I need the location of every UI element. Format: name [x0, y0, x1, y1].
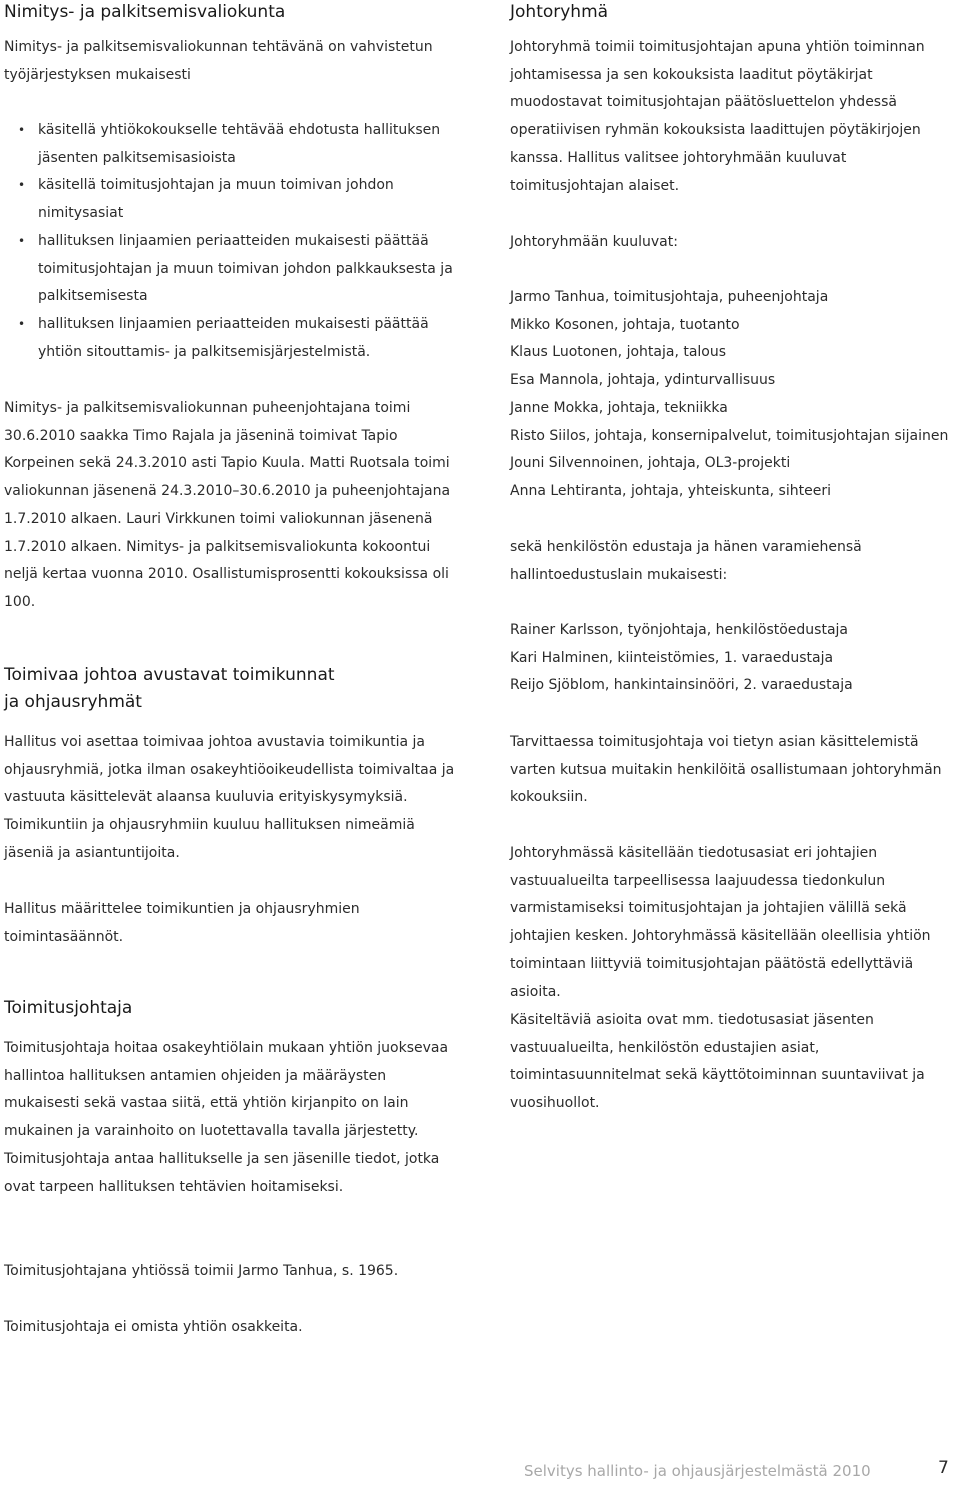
list-item: Rainer Karlsson, työnjohtaja, henkilöstöedustaja	[510, 622, 849, 638]
committees-paragraph: Hallitus voi asettaa toimivaa johtoa avustavia toimikuntia ja ohjausryhmiä, jotka ilman osakeyhtiöoikeudellista toimivaltaa ja vastuuta käsittelevät alaansa kuuluvia erityiskysymyksiä. Toimikuntiin ja ohjausryhmiin kuuluu hallituksen nimeämiä jäseniä ja asiantuntijoita.	[4, 734, 455, 861]
list-item: Mikko Kosonen, johtaja, tuotanto	[510, 316, 740, 333]
list-item: Risto Siilos, johtaja, konsernipalvelut, toimitusjohtajan sijainen	[510, 427, 949, 444]
ceo-shares-paragraph: Toimitusjohtaja ei omista yhtiön osakkeita.	[4, 1319, 303, 1335]
management-intro-paragraph: Johtoryhmä toimii toimitusjohtajan apuna yhtiön toiminnan johtamisessa ja sen kokouksista laaditut pöytäkirjat muodostavat toimitusjohtajan päätösluettelon yhdessä operatiivisen ryhmän kokouksista laadittujen pöytäkirjojen kanssa. Hallitus valitsee johtoryhmään kuuluvat toimitusjohtajan alaiset.	[510, 39, 925, 194]
staff-label: sekä henkilöstön edustaja ja hänen varamiehensä hallintoedustuslain mukaisesti:	[510, 539, 862, 583]
ceo-paragraph: Toimitusjohtaja hoitaa osakeyhtiölain mukaan yhtiön juoksevaa hallintoa hallituksen antamien ohjeiden ja määräysten mukaisesti sekä vastaa siitä, että yhtiön kirjanpito on lain mukainen ja varainhoito on luotettavalla tavalla järjestetty. Toimitusjohtaja antaa hallitukselle ja sen jäsenille tiedot, jotka ovat tarpeen hallituksen tehtävien hoitamiseksi.	[4, 1040, 449, 1195]
list-item: Janne Mokka, johtaja, tekniikka	[510, 399, 728, 416]
list-item: Klaus Luotonen, johtaja, talous	[510, 344, 727, 361]
list-item: • käsitellä toimitusjohtajan ja muun toimivan johdon nimitysasiat	[4, 172, 456, 227]
footer-title: Selvitys hallinto- ja ohjausjärjestelmästä 2010	[524, 1462, 871, 1480]
list-item: Kari Halminen, kiinteistömies, 1. varaedustaja	[510, 649, 834, 666]
members-list	[510, 284, 958, 506]
list-item: • käsitellä yhtiökokoukselle tehtävää ehdotusta hallituksen jäsenten palkitsemisasioista	[4, 117, 456, 172]
list-item: Jouni Silvennoinen, johtaja, OL3-projekti	[510, 455, 791, 472]
info-paragraph: Johtoryhmässä käsitellään tiedotusasiat eri johtajien vastuualueilta tarpeellisessa laajuudessa tiedonkulun varmistamiseksi toimitusjohtajan ja johtajien välillä sekä johtajien kesken. Johtoryhmässä käsitellään oleellisia yhtiön toimintaan liittyviä toimitusjohtajan päätöstä edellyttäviä asioita.	[510, 845, 931, 1000]
topics-paragraph: Käsiteltäviä asioita ovat mm. tiedotusasiat jäsenten vastuualueilta, henkilöstön edustajien asiat, toimintasuunnitelmat sekä käyttötoiminnan suuntaviivat ja vuosihuollot.	[510, 1012, 925, 1112]
heading-ceo: Toimitusjohtaja	[4, 998, 133, 1018]
heading-committees-line2: ja ohjausryhmät	[4, 692, 142, 712]
nomination-intro: Nimitys- ja palkitsemisvaliokunnan tehtävänä on vahvistetun työjärjestyksen mukaisesti	[4, 39, 433, 83]
heading-nomination-committee: Nimitys- ja palkitsemisvaliokunta	[4, 2, 286, 22]
page-number: 7	[938, 1458, 949, 1478]
ceo-name-paragraph: Toimitusjohtajana yhtiössä toimii Jarmo Tanhua, s. 1965.	[4, 1263, 399, 1279]
invite-paragraph: Tarvittaessa toimitusjohtaja voi tietyn asian käsittelemistä varten kutsua muitakin henkilöitä osallistumaan johtoryhmän kokouksiin.	[510, 734, 942, 806]
list-item: Anna Lehtiranta, johtaja, yhteiskunta, sihteeri	[510, 482, 831, 499]
list-item: • hallituksen linjaamien periaatteiden mukaisesti päättää yhtiön sitouttamis- ja palkitsemisjärjestelmistä.	[4, 311, 456, 366]
list-item: Reijo Sjöblom, hankintainsinööri, 2. varaedustaja	[510, 677, 853, 694]
heading-management-group: Johtoryhmä	[510, 2, 609, 22]
nomination-chair-paragraph: Nimitys- ja palkitsemisvaliokunnan puheenjohtajana toimi 30.6.2010 saakka Timo Rajala ja jäseninä toimivat Tapio Korpeinen sekä 24.3.2010 asti Tapio Kuula. Matti Ruotsala toimi valiokunnan jäsenenä 24.3.2010–30.6.2010 ja puheenjohtajana 1.7.2010 alkaen. Lauri Virkkunen toimi valiokunnan jäsenenä 1.7.2010 alkaen. Nimitys- ja palkitsemisvaliokunta kokoontui neljä kertaa vuonna 2010. Osallistumisprosentti kokouksissa oli 100.	[4, 400, 451, 610]
list-item: Jarmo Tanhua, toimitusjohtaja, puheenjohtaja	[510, 289, 829, 305]
list-item: • hallituksen linjaamien periaatteiden mukaisesti päättää toimitusjohtajan ja muun toimivan johdon palkkauksesta ja palkitsemisesta	[4, 228, 456, 311]
committees-rules-paragraph: Hallitus määrittelee toimikuntien ja ohjausryhmien toimintasäännöt.	[4, 901, 360, 945]
nomination-duties-list	[4, 117, 456, 366]
heading-committees-line1: Toimivaa johtoa avustavat toimikunnat	[4, 665, 335, 685]
staff-list	[510, 617, 958, 700]
members-label: Johtoryhmään kuuluvat:	[510, 234, 678, 250]
list-item: Esa Mannola, johtaja, ydinturvallisuus	[510, 372, 776, 389]
